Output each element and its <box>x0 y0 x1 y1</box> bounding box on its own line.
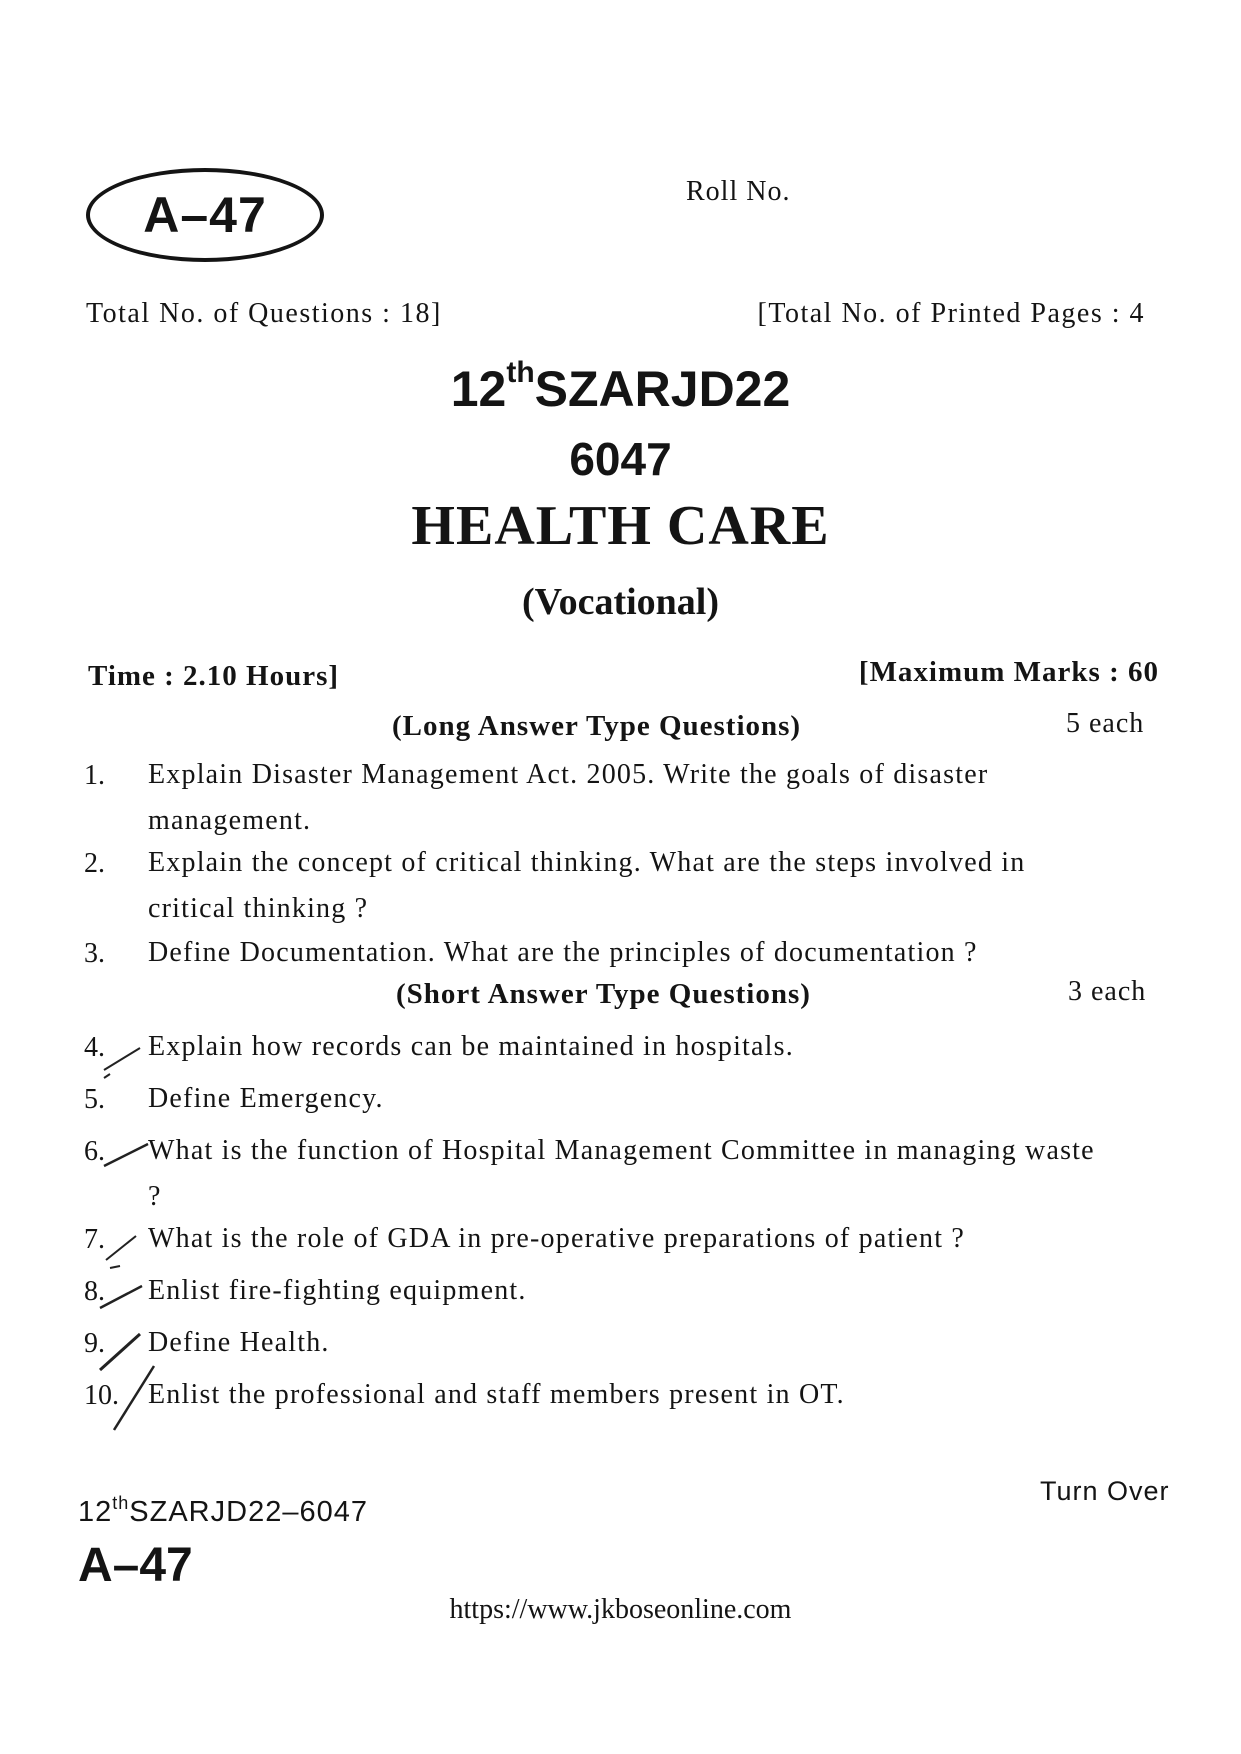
turn-over-label: Turn Over <box>1040 1476 1170 1506</box>
pen-tick-icon <box>100 1040 160 1080</box>
subject-title: HEALTH CARE <box>411 495 830 557</box>
question-text: Explain Disaster Management Act. 2005. Write the goals of disaster management. <box>148 759 989 836</box>
footer-paper-code: A–47 <box>78 1539 193 1592</box>
footer-code-superscript: th <box>112 1493 130 1513</box>
section-marks-short: 3 each <box>1068 976 1147 1007</box>
question-number: 2. <box>84 848 105 879</box>
pen-tick-icon <box>100 1230 160 1270</box>
question-text: Define Documentation. What are the principles of documentation ? <box>148 937 978 968</box>
question-text: Enlist fire-fighting equipment. <box>148 1275 527 1306</box>
footer-code-prefix: 12 <box>78 1496 113 1528</box>
source-url: https://www.jkboseonline.com <box>449 1594 792 1625</box>
question-text: Explain how records can be maintained in hospitals. <box>148 1031 794 1062</box>
pen-tick-icon <box>100 1140 160 1180</box>
question-text: What is the function of Hospital Management Committee in managing waste ? <box>148 1135 1095 1212</box>
exam-code <box>0 356 1241 418</box>
exam-code-superscript: th <box>506 356 535 389</box>
stream-label: (Vocational) <box>521 581 720 623</box>
exam-code-prefix: 12 <box>450 361 507 417</box>
paper-code: A–47 <box>143 187 267 243</box>
section-marks-long: 5 each <box>1066 708 1145 739</box>
question-number: 4. <box>84 1032 105 1063</box>
question-text: What is the role of GDA in pre-operative preparations of patient ? <box>148 1223 966 1254</box>
question-text: Explain the concept of critical thinking. What are the steps involved in critical thinking ? <box>148 847 1026 924</box>
total-printed-pages: [Total No. of Printed Pages : 4 <box>757 298 1145 329</box>
footer-code-suffix: SZARJD22–6047 <box>129 1496 368 1528</box>
question-number: 6. <box>84 1136 105 1167</box>
question-number: 5. <box>84 1084 105 1115</box>
question-text: Define Emergency. <box>148 1083 384 1114</box>
pen-tick-icon <box>110 1360 170 1440</box>
question-number: 8. <box>84 1276 105 1307</box>
section-heading-long: (Long Answer Type Questions) <box>392 710 802 742</box>
question-number: 1. <box>84 760 105 791</box>
question-number: 7. <box>84 1224 105 1255</box>
total-questions: Total No. of Questions : 18] <box>86 298 442 329</box>
question-number: 10. <box>84 1380 119 1411</box>
question-number: 3. <box>84 938 105 969</box>
question-number: 9. <box>84 1328 105 1359</box>
maximum-marks: [Maximum Marks : 60 <box>858 656 1159 688</box>
paper-number: 6047 <box>569 433 672 485</box>
exam-code-suffix: SZARJD22 <box>534 361 791 417</box>
question-text: Define Health. <box>148 1327 330 1358</box>
pen-tick-icon <box>96 1282 156 1322</box>
question-text: Enlist the professional and staff members present in OT. <box>148 1379 845 1410</box>
exam-time: Time : 2.10 Hours] <box>88 660 340 692</box>
section-heading-short: (Short Answer Type Questions) <box>396 978 811 1010</box>
roll-no-label: Roll No. <box>686 176 791 207</box>
footer-exam-code <box>78 1493 368 1529</box>
paper-code-badge <box>86 168 324 262</box>
